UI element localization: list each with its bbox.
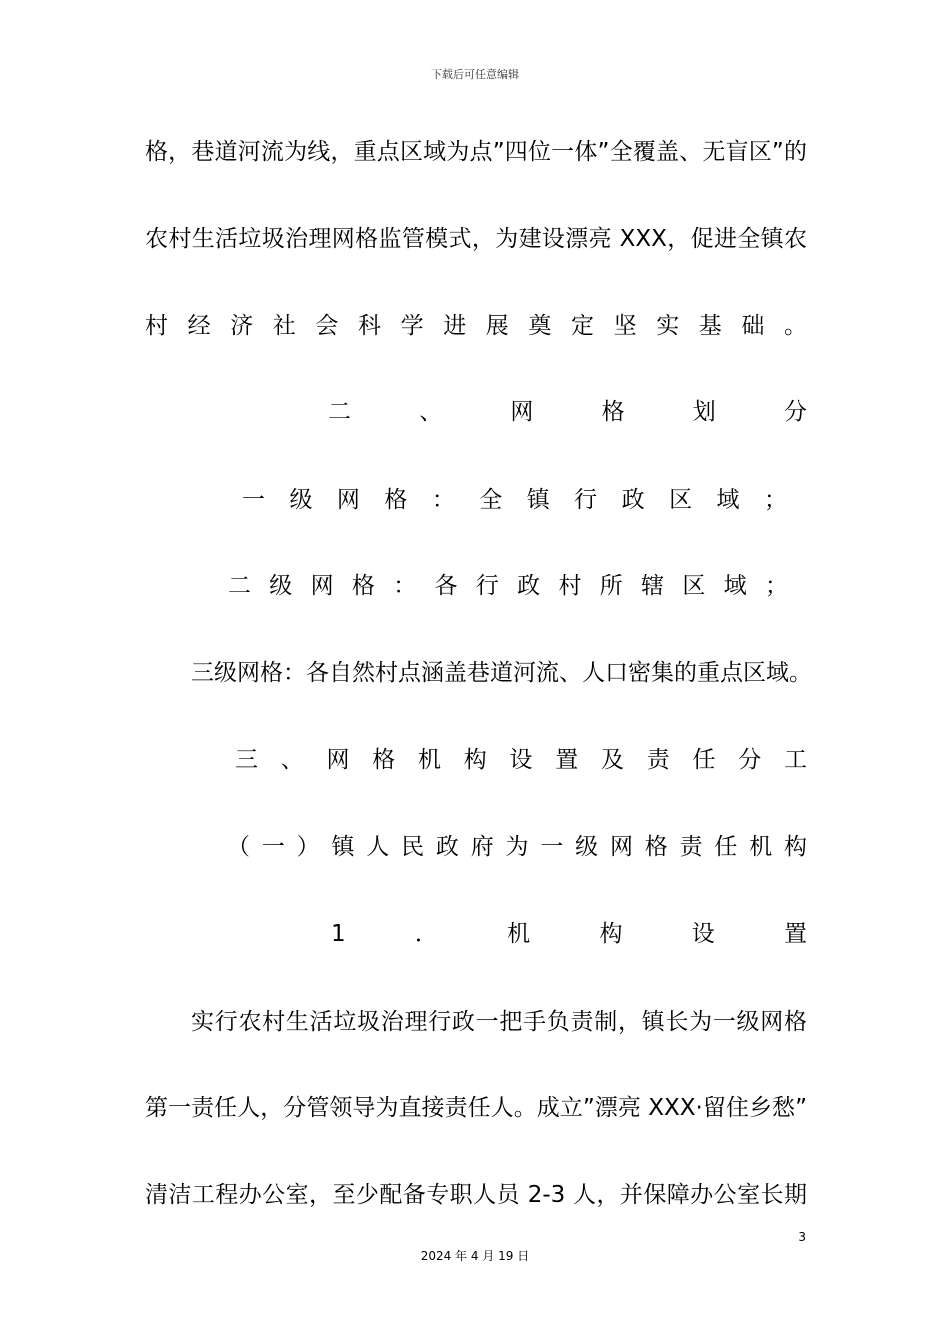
body-line: 三级网格：各自然村点涵盖巷道河流、人口密集的重点区域。 <box>191 660 812 686</box>
body-line: 第一责任人，分管领导为直接责任人。成立”漂亮 XXX·留住乡愁” <box>145 1095 807 1121</box>
page-date: 2024 年 4 月 19 日 <box>420 1249 530 1263</box>
body-line: 实行农村生活垃圾治理行政一把手负责制，镇长为一级网格 <box>191 1009 807 1035</box>
page-number: 3 <box>798 1230 806 1244</box>
body-line: 格，巷道河流为线，重点区域为点”四位一体”全覆盖、无盲区”的 <box>145 139 807 165</box>
body-line: 一级网格：全镇行政区域； <box>242 487 787 513</box>
page-header: 下载后可任意编辑 <box>431 68 519 81</box>
subsection-heading: （一）镇人民政府为一级网格责任机构 <box>227 834 807 860</box>
body-line: 二级网格：各行政村所辖区域； <box>228 573 788 599</box>
body-line: 农村生活垃圾治理网格监管模式，为建设漂亮 XXX，促进全镇农 <box>145 226 807 252</box>
body-line: 清洁工程办公室，至少配备专职人员 2-3 人，并保障办公室长期 <box>145 1182 807 1208</box>
section-heading: 三、网格机构设置及责任分工 <box>235 747 807 773</box>
item-heading: 1．机构设置 <box>331 921 807 947</box>
body-line: 村经济社会科学进展奠定坚实基础。 <box>145 313 807 339</box>
section-heading: 二、网格划分 <box>328 399 807 425</box>
